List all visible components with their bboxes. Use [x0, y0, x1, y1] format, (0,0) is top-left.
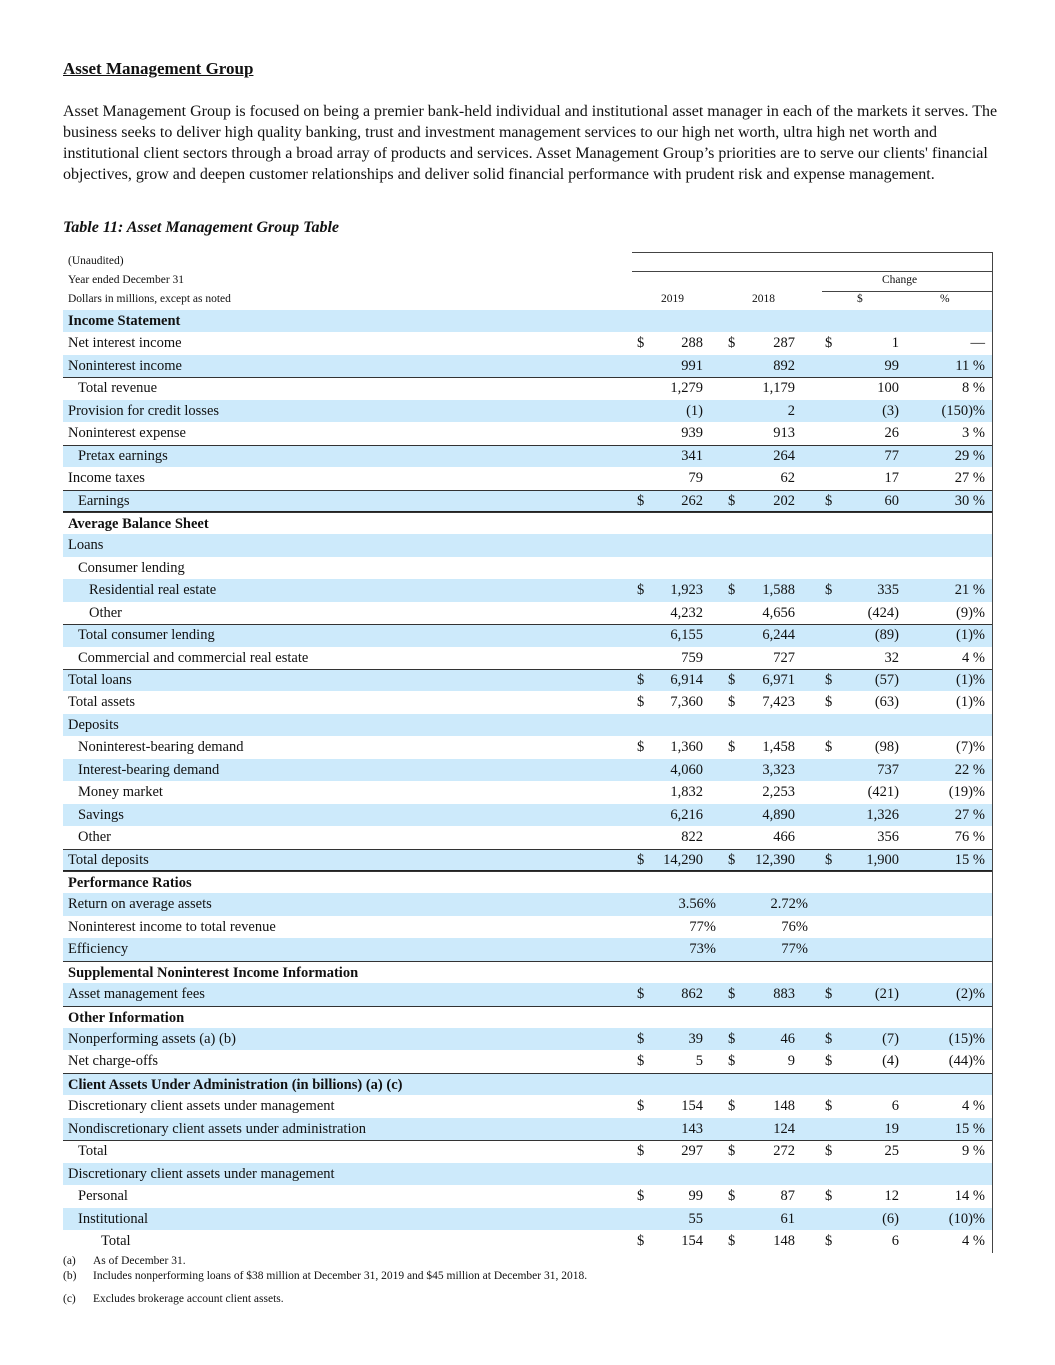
value-2018: 272 [773, 1143, 795, 1160]
row-label: Discretionary client assets under management [68, 1098, 335, 1115]
row-label: Provision for credit losses [68, 402, 220, 419]
table-row [63, 714, 993, 736]
value-2018: 6,244 [762, 627, 795, 644]
subtotal-rule [63, 624, 993, 625]
row-label: Personal [78, 1188, 128, 1205]
table-row [63, 759, 993, 781]
value-2018: 77% [781, 941, 808, 958]
value-change-pct: (19)% [948, 784, 985, 801]
value-2019: 55 [688, 1210, 703, 1227]
value-2019: 6,914 [670, 672, 703, 688]
row-label: Total [101, 1232, 131, 1249]
value-2018: 87 [780, 1188, 795, 1205]
value-change-pct: 15 % [954, 1120, 985, 1137]
table-row [63, 355, 993, 377]
value-2019: 73% [689, 941, 716, 958]
value-2019: 1,360 [670, 739, 703, 756]
value-change-dollar: (4) [882, 1053, 899, 1070]
value-2018: 264 [773, 447, 795, 464]
footnote-tag: (c) [63, 1293, 76, 1305]
col-header-2018: 2018 [752, 293, 775, 305]
subtotal-rule [63, 849, 993, 850]
table-row [63, 400, 993, 422]
value-2018: 202 [773, 492, 795, 509]
value-change-dollar: (424) [867, 604, 899, 621]
row-label: Money market [78, 784, 163, 801]
value-change-dollar: 25 [884, 1143, 899, 1160]
value-2019: 1,832 [670, 784, 703, 801]
dollar-sign: $ [825, 582, 833, 599]
change-underline [822, 291, 993, 292]
dollar-sign: $ [728, 694, 736, 711]
value-change-dollar: 1,900 [866, 851, 899, 868]
table-row [63, 916, 993, 938]
table-row [63, 1163, 993, 1185]
row-label: Commercial and commercial real estate [78, 649, 309, 666]
table-row [63, 490, 993, 512]
table-row [63, 445, 993, 467]
dollar-sign: $ [728, 1232, 736, 1249]
value-2018: 1,458 [762, 739, 795, 756]
value-2018: 6,971 [762, 672, 795, 688]
table-row [63, 534, 993, 556]
value-change-pct: 76 % [954, 829, 985, 846]
value-change-pct: (1)% [956, 627, 985, 644]
value-change-dollar: 1 [891, 335, 899, 352]
table-row [63, 1185, 993, 1207]
row-label: Total consumer lending [78, 627, 215, 644]
row-label: Total assets [68, 694, 136, 711]
row-label: Efficiency [68, 941, 129, 958]
dollar-sign: $ [825, 335, 833, 352]
dollar-sign: $ [728, 1188, 736, 1205]
section-header-row [63, 1006, 993, 1028]
dollar-sign: $ [825, 1232, 833, 1249]
dollar-sign: $ [728, 739, 736, 756]
value-change-dollar: (421) [867, 784, 899, 801]
row-label: Loans [68, 537, 104, 554]
value-2019: 939 [681, 425, 703, 442]
value-2019: 7,360 [670, 694, 703, 711]
value-2019: 341 [681, 447, 703, 464]
dollar-sign: $ [637, 582, 645, 599]
table-body [63, 310, 993, 1252]
row-label: Consumer lending [78, 559, 185, 576]
value-change-dollar: 60 [884, 492, 899, 509]
footnote-text: As of December 31. [93, 1255, 186, 1267]
row-label: Supplemental Noninterest Income Information [68, 964, 359, 981]
table-row [63, 579, 993, 601]
dollar-sign: $ [728, 492, 736, 509]
table-row [63, 804, 993, 826]
dollar-sign: $ [825, 672, 833, 688]
dollar-sign: $ [637, 1098, 645, 1115]
table-row [63, 893, 993, 915]
subtotal-rule [63, 377, 993, 378]
value-change-dollar: 99 [884, 357, 899, 374]
table-row [63, 1118, 993, 1140]
dollar-sign: $ [637, 492, 645, 509]
table-row [63, 467, 993, 489]
row-label: Total revenue [78, 380, 158, 397]
col-header-change-pct: % [940, 293, 950, 305]
value-change-pct: 29 % [954, 447, 985, 464]
row-label: Performance Ratios [68, 874, 192, 891]
dollar-sign: $ [637, 739, 645, 756]
table-row [63, 377, 993, 399]
row-label: Institutional [78, 1210, 149, 1227]
value-change-pct: (44)% [948, 1053, 985, 1070]
value-change-pct: 14 % [954, 1188, 985, 1205]
row-label: Noninterest expense [68, 425, 186, 442]
table-row [63, 1095, 993, 1117]
year-ended-label: Year ended December 31 [68, 274, 185, 286]
dollar-sign: $ [825, 986, 833, 1003]
table-row [63, 669, 993, 691]
value-2018: 1,588 [762, 582, 795, 599]
value-2018: 76% [781, 918, 808, 935]
row-label: Savings [78, 806, 124, 823]
table-row [63, 1140, 993, 1162]
value-2018: 2 [787, 402, 795, 419]
dollar-sign: $ [637, 672, 645, 688]
value-change-pct: — [970, 335, 985, 352]
dollar-sign: $ [825, 694, 833, 711]
value-change-dollar: (7) [882, 1031, 899, 1047]
value-2019: 79 [688, 470, 703, 487]
row-label: Net charge-offs [68, 1053, 159, 1070]
value-2019: 297 [681, 1143, 703, 1160]
dollar-sign: $ [825, 1188, 833, 1205]
value-2019: 4,232 [670, 604, 703, 621]
change-header: Change [882, 274, 918, 286]
dollar-sign: $ [637, 851, 645, 868]
row-label: Income taxes [68, 470, 145, 487]
value-2019: 991 [681, 357, 703, 374]
value-change-dollar: (63) [874, 694, 899, 711]
value-change-pct: 22 % [954, 761, 985, 778]
dollar-sign: $ [637, 1031, 645, 1047]
table-row [63, 1028, 993, 1050]
value-change-pct: (2)% [956, 986, 985, 1003]
section-header-row [63, 512, 993, 534]
table-row [63, 647, 993, 669]
value-change-dollar: 32 [884, 649, 899, 666]
row-label: Discretionary client assets under management [68, 1165, 335, 1182]
dollar-sign: $ [728, 335, 736, 352]
value-change-pct: 27 % [954, 806, 985, 823]
value-change-pct: (15)% [948, 1031, 985, 1047]
row-label: Noninterest income [68, 357, 182, 374]
value-change-pct: (9)% [956, 604, 985, 621]
dollar-sign: $ [637, 1188, 645, 1205]
dollar-sign: $ [825, 492, 833, 509]
dollar-sign: $ [825, 739, 833, 756]
table-row [63, 602, 993, 624]
dollar-sign: $ [637, 1053, 645, 1070]
value-2019: 4,060 [670, 761, 703, 778]
value-2018: 892 [773, 357, 795, 374]
value-change-dollar: 6 [891, 1098, 899, 1115]
row-label: Deposits [68, 716, 119, 733]
row-label: Income Statement [68, 313, 181, 329]
value-change-dollar: (57) [874, 672, 899, 688]
value-change-dollar: 100 [877, 380, 899, 397]
table-row [63, 691, 993, 713]
section-header-row [63, 1073, 993, 1095]
value-2019: 1,923 [670, 582, 703, 599]
dollar-sign: $ [728, 1143, 736, 1160]
dollar-sign: $ [825, 1053, 833, 1070]
row-label: Return on average assets [68, 896, 212, 913]
value-change-pct: 21 % [954, 582, 985, 599]
value-2018: 1,179 [762, 380, 795, 397]
value-2018: 913 [773, 425, 795, 442]
section-header-row [63, 961, 993, 983]
value-2019: 862 [681, 986, 703, 1003]
dollar-sign: $ [637, 1232, 645, 1249]
dollar-sign: $ [825, 851, 833, 868]
row-label: Asset management fees [68, 986, 205, 1003]
dollar-sign: $ [728, 672, 736, 688]
row-label: Interest-bearing demand [78, 761, 220, 778]
value-2019: 154 [681, 1098, 703, 1115]
header-right-rule [992, 252, 993, 310]
row-label: Noninterest-bearing demand [78, 739, 244, 756]
subtotal-rule [63, 1140, 993, 1141]
value-change-pct: 15 % [954, 851, 985, 868]
value-2018: 4,656 [762, 604, 795, 621]
value-2019: 6,155 [670, 627, 703, 644]
value-2019: 6,216 [670, 806, 703, 823]
row-label: Other Information [68, 1009, 185, 1026]
dollar-sign: $ [637, 694, 645, 711]
value-2019: 99 [688, 1188, 703, 1205]
row-label: Pretax earnings [78, 447, 168, 464]
value-change-dollar: 17 [884, 470, 899, 487]
section-header-row [63, 310, 993, 332]
value-change-dollar: 12 [884, 1188, 899, 1205]
value-2018: 61 [780, 1210, 795, 1227]
value-change-dollar: (98) [874, 739, 899, 756]
value-change-dollar: 77 [884, 447, 899, 464]
table-row [63, 849, 993, 871]
table-row [63, 736, 993, 758]
table-row [63, 1208, 993, 1230]
value-change-dollar: 356 [877, 829, 899, 846]
value-change-pct: 27 % [954, 470, 985, 487]
value-change-dollar: (6) [882, 1210, 899, 1227]
value-2019: 759 [681, 649, 703, 666]
value-2019: 288 [681, 335, 703, 352]
dollar-sign: $ [637, 335, 645, 352]
footnote-tag: (b) [63, 1270, 77, 1282]
dollar-sign: $ [728, 986, 736, 1003]
row-label: Net interest income [68, 335, 182, 352]
value-change-pct: 4 % [962, 1232, 985, 1249]
dollar-sign: $ [728, 1053, 736, 1070]
value-change-dollar: (3) [882, 402, 899, 419]
value-2018: 148 [773, 1232, 795, 1249]
table-row [63, 332, 993, 354]
dollar-sign: $ [825, 1098, 833, 1115]
subtotal-rule [63, 490, 993, 491]
value-2019: (1) [686, 402, 703, 419]
value-2018: 287 [773, 335, 795, 352]
value-2018: 727 [773, 649, 795, 666]
dollars-note-label: Dollars in millions, except as noted [68, 293, 231, 305]
col-header-change-dollar: $ [857, 293, 863, 305]
value-2019: 77% [689, 918, 716, 935]
value-change-pct: 30 % [954, 492, 985, 509]
dollar-sign: $ [728, 1098, 736, 1115]
section-header-row [63, 871, 993, 893]
value-change-dollar: 335 [877, 582, 899, 599]
table-right-border [992, 310, 993, 1253]
value-2018: 12,390 [755, 851, 795, 868]
row-label: Earnings [78, 492, 130, 509]
value-change-pct: 3 % [962, 425, 985, 442]
header-rule-2 [632, 271, 993, 272]
value-change-pct: 9 % [962, 1143, 985, 1160]
value-change-dollar: 19 [884, 1120, 899, 1137]
section-heading: Asset Management Group [63, 59, 254, 78]
value-2018: 148 [773, 1098, 795, 1115]
footnote [63, 1270, 587, 1282]
value-change-pct: (10)% [948, 1210, 985, 1227]
table-row [63, 1050, 993, 1072]
row-label: Other [78, 829, 112, 846]
table-row [63, 1230, 993, 1252]
value-2019: 3.56% [678, 896, 716, 913]
subtotal-rule [63, 445, 993, 446]
table-caption: Table 11: Asset Management Group Table [63, 219, 340, 236]
table-row [63, 624, 993, 646]
row-label: Noninterest income to total revenue [68, 918, 276, 935]
row-label: Client Assets Under Administration (in billions) (a) (c) [68, 1076, 403, 1093]
dollar-sign: $ [728, 1031, 736, 1047]
table-row [63, 983, 993, 1005]
value-change-pct: (1)% [956, 694, 985, 711]
value-2019: 5 [695, 1053, 703, 1070]
value-2018: 124 [773, 1120, 795, 1137]
value-change-dollar: 26 [884, 425, 899, 442]
row-label: Residential real estate [89, 582, 217, 599]
unaudited-label: (Unaudited) [68, 255, 124, 267]
table-row [63, 938, 993, 960]
intro-paragraph: Asset Management Group is focused on being a premier bank-held individual and institutional asset manager in each of the markets it serves. The business seeks to deliver high quality banking, trust and investment management services to our high net worth, ultra high net worth and institutional client sectors through a broad array of products and services. Asset Management Group’s priorities are to serve our clients' financial objectives, grow and deepen customer relationships and deliver solid financial performance with prudent risk and expense management. [63, 103, 998, 183]
value-2019: 154 [681, 1232, 703, 1249]
value-change-pct: 4 % [962, 1098, 985, 1115]
value-change-pct: (1)% [956, 672, 985, 688]
value-change-dollar: (21) [874, 986, 899, 1003]
value-2019: 14,290 [663, 851, 703, 868]
value-2019: 39 [688, 1031, 703, 1047]
value-2018: 9 [787, 1053, 795, 1070]
value-2018: 7,423 [762, 694, 795, 711]
footnote-tag: (a) [63, 1255, 76, 1267]
value-change-dollar: 1,326 [866, 806, 899, 823]
value-2018: 62 [780, 470, 795, 487]
value-change-dollar: (89) [874, 627, 899, 644]
table-row [63, 826, 993, 848]
value-2019: 822 [681, 829, 703, 846]
table-row [63, 781, 993, 803]
value-change-pct: 8 % [962, 380, 985, 397]
value-2018: 46 [780, 1031, 795, 1047]
value-2018: 2.72% [770, 896, 808, 913]
row-label: Nondiscretionary client assets under administration [68, 1120, 366, 1137]
footnote-text: Includes nonperforming loans of $38 million at December 31, 2019 and $45 million at December 31, 2018. [93, 1270, 588, 1282]
dollar-sign: $ [728, 851, 736, 868]
value-change-pct: 4 % [962, 649, 985, 666]
header-top-rule [632, 252, 993, 253]
value-2018: 3,323 [762, 761, 795, 778]
dollar-sign: $ [637, 986, 645, 1003]
value-change-dollar: 737 [877, 761, 899, 778]
row-label: Total deposits [68, 851, 149, 868]
value-change-pct: 11 % [955, 357, 985, 374]
table-row [63, 422, 993, 444]
table-row [63, 557, 993, 579]
dollar-sign: $ [825, 1031, 833, 1047]
footnote [63, 1293, 284, 1305]
value-2019: 1,279 [670, 380, 703, 397]
row-label: Total [78, 1143, 108, 1160]
value-2018: 4,890 [762, 806, 795, 823]
dollar-sign: $ [825, 1143, 833, 1160]
value-2018: 2,253 [762, 784, 795, 801]
row-label: Other [89, 604, 123, 621]
footnote [63, 1255, 186, 1267]
value-2018: 466 [773, 829, 795, 846]
subtotal-rule [63, 669, 993, 670]
row-label: Average Balance Sheet [68, 515, 209, 532]
dollar-sign: $ [728, 582, 736, 599]
footnote-text: Excludes brokerage account client assets. [93, 1293, 284, 1305]
col-header-2019: 2019 [661, 293, 684, 305]
row-label: Total loans [68, 672, 132, 688]
row-label: Nonperforming assets (a) (b) [68, 1031, 236, 1047]
value-2019: 143 [681, 1120, 703, 1137]
value-2018: 883 [773, 986, 795, 1003]
value-change-dollar: 6 [891, 1232, 899, 1249]
value-change-pct: (7)% [956, 739, 985, 756]
value-change-pct: (150)% [941, 402, 985, 419]
value-2019: 262 [681, 492, 703, 509]
dollar-sign: $ [637, 1143, 645, 1160]
